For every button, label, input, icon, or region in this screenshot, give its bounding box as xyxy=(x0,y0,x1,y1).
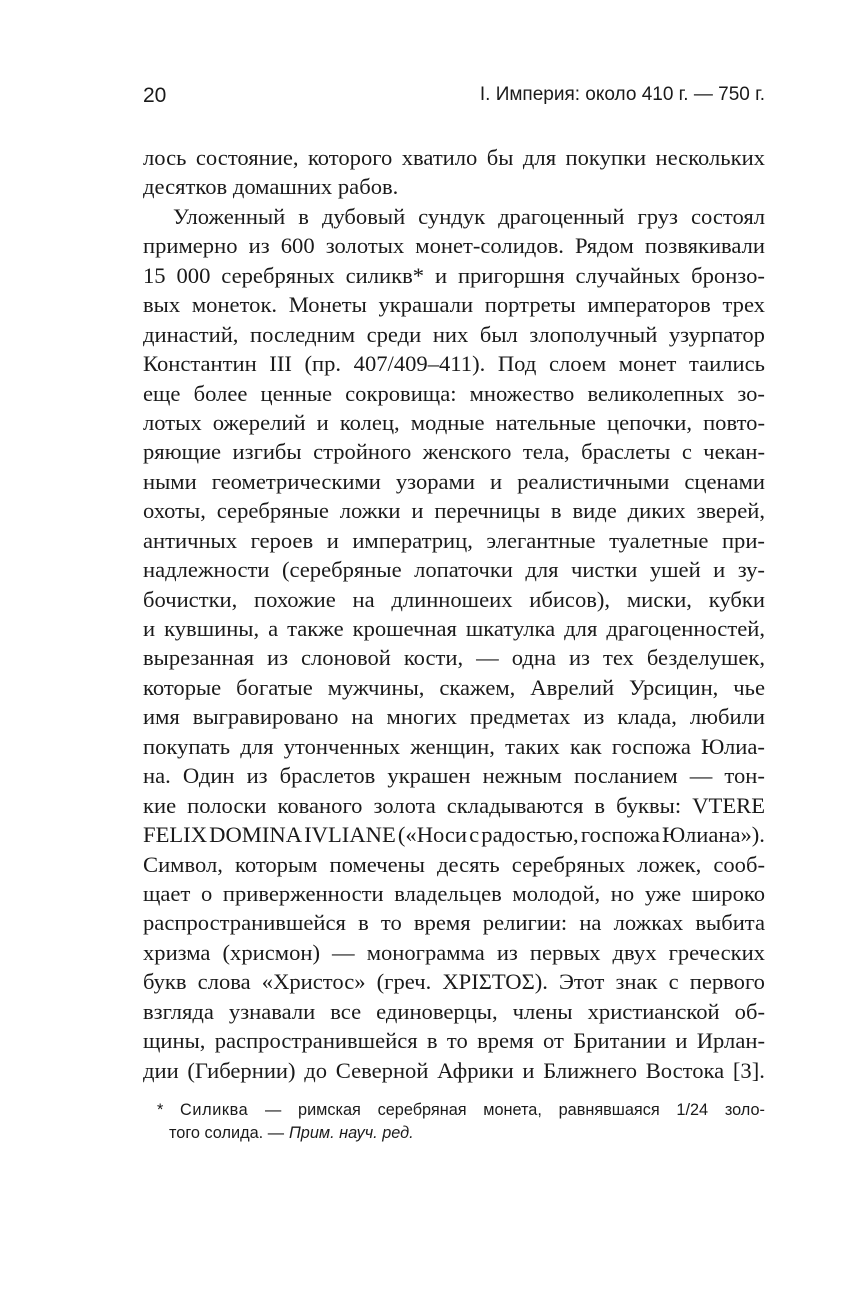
word: — xyxy=(332,939,355,965)
word: любили xyxy=(689,704,765,730)
text-line xyxy=(143,437,765,466)
word: госпожа xyxy=(611,733,691,759)
word: 000 xyxy=(176,262,211,288)
word: — xyxy=(689,763,713,789)
word: монет xyxy=(618,351,677,377)
word: героев xyxy=(250,527,314,553)
word: до xyxy=(304,1057,328,1083)
word: римская xyxy=(298,1101,361,1119)
word: выгравировано xyxy=(192,704,339,730)
word: зу- xyxy=(737,557,765,583)
word: о xyxy=(200,880,213,906)
word: 15 xyxy=(143,262,166,288)
word: драгоценностей, xyxy=(606,616,765,641)
word: Аврелий xyxy=(530,674,615,700)
word: греческих xyxy=(668,939,765,965)
word: украшен xyxy=(387,763,471,789)
word: в xyxy=(594,792,606,818)
word: («Носи xyxy=(397,822,468,848)
footnote-text: того солида. — xyxy=(169,1124,284,1142)
running-head xyxy=(143,84,765,114)
text-line xyxy=(143,732,765,761)
word: тех xyxy=(602,645,634,671)
text-line xyxy=(143,850,765,879)
word: Юлиана»). xyxy=(662,822,765,848)
word: и xyxy=(434,262,448,288)
word: монет-солидов. xyxy=(415,233,564,259)
footnote-line xyxy=(157,1099,765,1122)
word: лотых xyxy=(143,409,202,435)
text-line xyxy=(143,320,765,349)
word: таились xyxy=(688,351,765,377)
word: античных xyxy=(143,527,238,553)
word: ΧΡΙΣΤΟΣ). xyxy=(442,969,548,995)
text-line xyxy=(143,614,765,643)
word: перечницы xyxy=(434,498,541,524)
word: время xyxy=(413,910,471,936)
word: женщин, xyxy=(410,733,495,759)
word: покупки xyxy=(565,145,647,170)
word: распространившейся xyxy=(214,1028,418,1054)
text-line xyxy=(143,702,765,731)
text-line xyxy=(143,1056,765,1085)
word: Ирлан- xyxy=(696,1028,765,1054)
word: при- xyxy=(721,527,765,553)
word: охоты, xyxy=(143,498,206,524)
word: для xyxy=(564,616,598,641)
word: колец, xyxy=(339,409,400,435)
word: и xyxy=(522,1057,535,1083)
word: дубовый xyxy=(321,203,406,229)
word: ушей xyxy=(649,557,701,583)
word: похожие xyxy=(254,586,336,612)
text-line: десятков домашних рабов. xyxy=(143,174,399,200)
word: * xyxy=(157,1101,164,1119)
word: с xyxy=(668,969,679,995)
word: владельцев xyxy=(394,880,502,906)
word: ными xyxy=(143,468,197,494)
word: выбита xyxy=(695,910,765,936)
word: нежным xyxy=(482,763,562,789)
word: сооб- xyxy=(713,851,765,877)
text-line xyxy=(143,231,765,260)
word: из xyxy=(266,645,289,671)
word: для xyxy=(240,733,274,759)
word: примерно xyxy=(143,233,238,259)
text-line xyxy=(143,643,765,672)
text-line xyxy=(143,408,765,437)
word: Британии xyxy=(573,1028,667,1054)
word: слоем xyxy=(548,351,607,377)
word: на xyxy=(352,586,375,612)
word: (серебряные xyxy=(281,557,402,583)
word: посланием xyxy=(573,763,678,789)
text-line xyxy=(143,555,765,584)
word: покупать xyxy=(143,733,231,759)
word: Этот xyxy=(559,969,605,995)
word: дии xyxy=(143,1057,179,1083)
word: Юлиа- xyxy=(701,733,765,759)
word: в xyxy=(358,910,369,936)
word: с xyxy=(681,439,692,465)
word: буквы: xyxy=(616,792,682,818)
word: букв xyxy=(143,969,187,995)
word: Урсицин, xyxy=(628,674,719,700)
word: бы xyxy=(486,145,514,170)
text-line xyxy=(143,202,765,231)
word: Рядом xyxy=(575,233,634,259)
word: состоял xyxy=(690,203,765,229)
word: об- xyxy=(734,998,765,1024)
word: крошечная xyxy=(352,616,457,641)
word: на xyxy=(351,704,374,730)
word: (пр. xyxy=(304,351,342,377)
text-line xyxy=(143,938,765,967)
word: серебряных xyxy=(511,851,626,877)
word: которым xyxy=(234,851,318,877)
word: среди xyxy=(366,321,422,347)
word: VTERE xyxy=(692,792,765,818)
word: все xyxy=(330,998,362,1024)
text-line xyxy=(143,496,765,525)
page-number: 20 xyxy=(143,84,167,107)
word: тела, xyxy=(522,439,570,465)
text-line xyxy=(143,143,765,172)
text-line xyxy=(143,290,765,319)
word: был xyxy=(479,321,518,347)
word: лопаточки xyxy=(414,557,513,583)
word: 1/24 xyxy=(676,1101,709,1119)
word: кости, xyxy=(403,645,464,671)
word: реалистичными xyxy=(517,468,670,494)
footnote xyxy=(157,1099,765,1145)
word: Северной xyxy=(335,1057,429,1083)
word: и xyxy=(490,468,503,494)
word: 600 xyxy=(280,233,315,259)
word: сундук xyxy=(418,203,486,229)
word: то xyxy=(446,1028,468,1054)
word: в xyxy=(298,203,309,229)
word: бронзо- xyxy=(691,262,765,288)
word: из xyxy=(246,763,268,789)
word: широко xyxy=(691,880,765,906)
word: зо- xyxy=(737,380,765,406)
word: (Гибернии) xyxy=(187,1057,296,1083)
word: браслетов xyxy=(279,763,376,789)
word: с xyxy=(469,822,480,848)
footnote-line xyxy=(157,1122,765,1145)
word: портреты xyxy=(484,292,576,318)
word: IVLIANE xyxy=(304,822,396,848)
word: сокровища: xyxy=(345,380,457,406)
word: щины, xyxy=(143,1028,206,1054)
word: двух xyxy=(612,939,657,965)
word: для xyxy=(525,557,559,583)
word: кованого xyxy=(277,792,363,818)
word: но xyxy=(610,880,635,906)
word: ибисов), xyxy=(529,586,611,612)
word: серебряных xyxy=(221,262,335,288)
text-line xyxy=(143,879,765,908)
word: длинношеих xyxy=(391,586,513,612)
word: члены xyxy=(512,998,573,1024)
word: в xyxy=(426,1028,438,1054)
word: которые xyxy=(143,674,222,700)
word: хризма xyxy=(143,939,211,965)
word: великолепных xyxy=(587,380,725,406)
word: то xyxy=(380,910,402,936)
word: и xyxy=(675,1028,688,1054)
word: случайных xyxy=(575,262,681,288)
word: узурпатор xyxy=(668,321,765,347)
word: утонченных xyxy=(283,733,401,759)
chapter-title: I. Империя: около 410 г. — 750 г. xyxy=(479,84,765,105)
text-line xyxy=(143,1026,765,1055)
word: Под xyxy=(497,351,537,377)
word: [3]. xyxy=(732,1057,765,1083)
word: сценами xyxy=(684,468,765,494)
word: равнявшаяся xyxy=(558,1101,660,1119)
word: уже xyxy=(644,880,682,906)
word: — xyxy=(476,645,499,671)
word: бочистки, xyxy=(143,586,238,612)
word: многих xyxy=(386,704,457,730)
word: геометрическими xyxy=(211,468,381,494)
word: трех xyxy=(722,292,765,318)
word: FELIX xyxy=(143,822,208,848)
word: в xyxy=(550,498,562,524)
word: еще xyxy=(143,380,181,406)
word: кубки xyxy=(708,586,765,612)
text-line xyxy=(143,526,765,555)
word: чистки xyxy=(570,557,638,583)
word: предметах xyxy=(469,704,571,730)
word: от xyxy=(543,1028,564,1054)
word: складываются xyxy=(446,792,584,818)
word: и xyxy=(326,527,339,553)
word: ложек, xyxy=(637,851,702,877)
word: ряющие xyxy=(143,439,222,465)
word: серебряные xyxy=(216,498,329,524)
word: щает xyxy=(143,880,191,906)
word: нательные xyxy=(495,409,596,435)
word: из xyxy=(248,233,270,259)
word: браслеты xyxy=(581,439,671,465)
word: узорами xyxy=(395,468,475,494)
text-line xyxy=(143,761,765,790)
word: (хрисмон) xyxy=(222,939,320,965)
word: распространившейся xyxy=(143,910,346,936)
word: из xyxy=(496,939,518,965)
word: богатые xyxy=(236,674,313,700)
word: и xyxy=(316,409,329,435)
word: вых xyxy=(143,292,181,318)
word: более xyxy=(193,380,248,406)
word: зверей, xyxy=(696,498,765,524)
word: III xyxy=(269,351,292,377)
word: первых xyxy=(529,939,601,965)
word: золота xyxy=(373,792,436,818)
word: хватило xyxy=(401,145,478,170)
word: радостью, xyxy=(481,822,579,848)
text-line xyxy=(143,379,765,408)
footnote-editor-note: Прим. науч. ред. xyxy=(289,1124,414,1142)
word: которого xyxy=(307,145,393,170)
word: знак xyxy=(615,969,658,995)
word: также xyxy=(287,616,344,641)
word: DOMINA xyxy=(209,822,303,848)
text-line xyxy=(143,673,765,702)
word: кие xyxy=(143,792,177,818)
word: нескольких xyxy=(655,145,765,170)
word: украшали xyxy=(378,292,474,318)
word: и xyxy=(411,498,424,524)
word: последним xyxy=(250,321,355,347)
word: шкатулка xyxy=(465,616,556,641)
word: а xyxy=(268,616,279,641)
word: узнавали xyxy=(228,998,316,1024)
word: христианской xyxy=(587,998,720,1024)
word: позвякивали xyxy=(644,233,765,259)
word: взгляда xyxy=(143,998,214,1024)
word: и xyxy=(713,557,726,583)
word: монета, xyxy=(483,1101,542,1119)
word: время xyxy=(477,1028,534,1054)
word: на xyxy=(579,910,602,936)
word: груз xyxy=(637,203,678,229)
word: как xyxy=(569,733,602,759)
word: Африки xyxy=(437,1057,514,1083)
word: Ближнего xyxy=(543,1057,637,1083)
word: кувшины, xyxy=(164,616,260,641)
text-line xyxy=(143,585,765,614)
word: женского xyxy=(422,439,512,465)
word: слоновой xyxy=(300,645,391,671)
word: первого xyxy=(689,969,765,995)
word: пригоршня xyxy=(457,262,565,288)
word: золотых xyxy=(325,233,405,259)
word: единоверцы, xyxy=(376,998,498,1024)
word: монеток. xyxy=(191,292,278,318)
word: скажем, xyxy=(439,674,516,700)
word: серебряная xyxy=(377,1101,467,1119)
word: императоров xyxy=(587,292,711,318)
word: безделушек, xyxy=(646,645,765,671)
word: стройного xyxy=(313,439,412,465)
word: туалетные xyxy=(609,527,709,553)
word: полоски xyxy=(187,792,267,818)
word: клада, xyxy=(617,704,677,730)
word: лось xyxy=(143,145,187,170)
word: ценные xyxy=(260,380,333,406)
word: злополучный xyxy=(529,321,658,347)
word: тон- xyxy=(724,763,765,789)
word: ожерелий xyxy=(212,409,306,435)
word: Символ, xyxy=(143,851,223,877)
word: надлежности xyxy=(143,557,270,583)
word: модные xyxy=(410,409,485,435)
word: Востока xyxy=(645,1057,725,1083)
word: Силиква xyxy=(180,1101,249,1119)
word: чье xyxy=(733,674,765,700)
word: вырезанная xyxy=(143,645,255,671)
word: повто- xyxy=(703,409,765,435)
word: цепочки, xyxy=(607,409,693,435)
word: таких xyxy=(505,733,560,759)
word: приверженности xyxy=(222,880,384,906)
word: драгоценный xyxy=(498,203,625,229)
word: слова xyxy=(197,969,251,995)
word: виде xyxy=(572,498,617,524)
word: состояние, xyxy=(195,145,299,170)
word: (греч. xyxy=(376,969,432,995)
text-line xyxy=(143,349,765,378)
word: для xyxy=(522,145,557,170)
word: изгибы xyxy=(232,439,302,465)
word: — xyxy=(265,1101,282,1119)
word: помечены xyxy=(329,851,425,877)
word: Один xyxy=(182,763,235,789)
word: одна xyxy=(511,645,556,671)
word: династий, xyxy=(143,321,239,347)
word: молодой, xyxy=(512,880,601,906)
word: императриц, xyxy=(352,527,473,553)
word: чекан- xyxy=(703,439,765,465)
body-text xyxy=(143,143,765,1085)
word: ложки xyxy=(339,498,401,524)
word: и xyxy=(143,616,156,641)
word: «Христос» xyxy=(261,969,366,995)
word: монограмма xyxy=(366,939,485,965)
word: из xyxy=(583,704,605,730)
word: элегантные xyxy=(486,527,596,553)
word: Уложенный xyxy=(173,203,286,229)
word: 407/409–411). xyxy=(353,351,486,377)
word: из xyxy=(568,645,590,671)
word: десять xyxy=(437,851,500,877)
word: золо- xyxy=(724,1101,765,1119)
word: силикв* xyxy=(345,262,425,288)
text-line xyxy=(143,261,765,290)
word: них xyxy=(432,321,469,347)
text-line xyxy=(143,791,765,820)
word: Константин xyxy=(143,351,257,377)
word: госпожа xyxy=(580,822,660,848)
text-line xyxy=(143,467,765,496)
word: на. xyxy=(143,763,171,789)
word: миски, xyxy=(626,586,692,612)
word: ложках xyxy=(613,910,684,936)
word: множество xyxy=(469,380,575,406)
text-line xyxy=(143,908,765,937)
word: имя xyxy=(143,704,180,730)
word: религии: xyxy=(482,910,568,936)
word: диких xyxy=(627,498,686,524)
text-line xyxy=(143,997,765,1026)
word: мужчины, xyxy=(327,674,425,700)
text-line xyxy=(143,820,765,849)
word: Монеты xyxy=(288,292,367,318)
text-line xyxy=(143,967,765,996)
